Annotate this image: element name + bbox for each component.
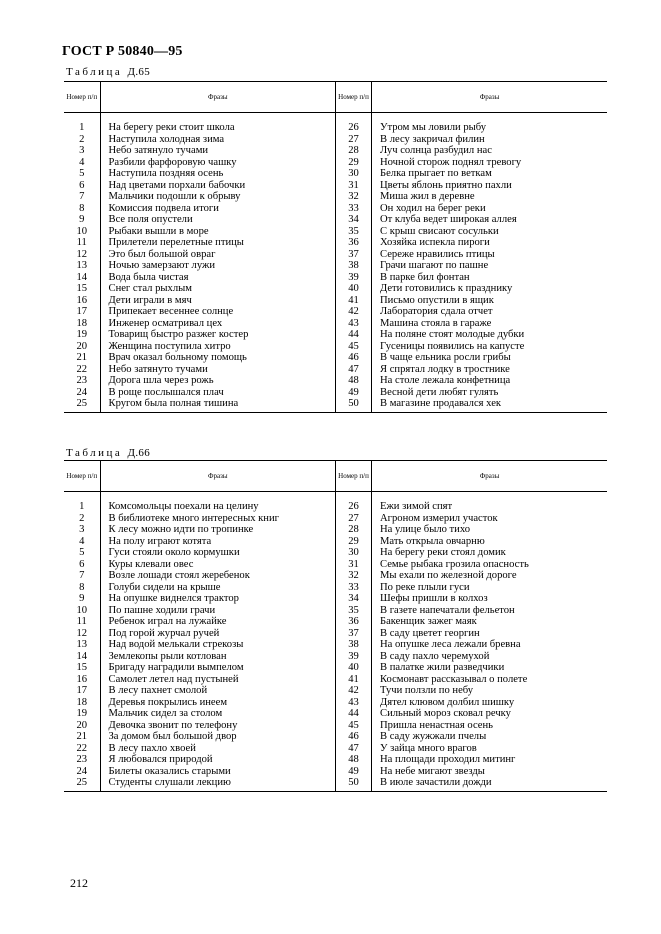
row-number: 20: [64, 720, 100, 732]
row-phrase: Билеты оказались старыми: [100, 766, 336, 778]
table-row: [64, 352, 607, 364]
row-phrase: В саду жужжали пчелы: [380, 731, 487, 742]
row-phrase: В библиотеке много интересных книг: [100, 513, 336, 525]
table-row: [64, 582, 607, 594]
row-phrase: Над цветами порхали бабочки: [100, 180, 336, 192]
row-phrase: Небо затянуто тучами: [100, 364, 336, 376]
row-phrase: Мальчики подошли к обрыву: [100, 191, 336, 203]
row-number: 1: [64, 501, 100, 513]
row-number: 24: [64, 387, 100, 399]
row-number: 4: [64, 157, 100, 169]
row-phrase: Голуби сидели на крыше: [100, 582, 336, 594]
row-number: 23: [64, 375, 100, 387]
row-number: 7: [64, 191, 100, 203]
header-number: Номер п/п: [336, 82, 372, 113]
table-row: [64, 743, 607, 755]
row-phrase: Комсомольцы поехали на целину: [100, 501, 336, 513]
table-row: [64, 203, 607, 215]
row-number: 41: [336, 674, 372, 686]
row-phrase: Дорога шла через рожь: [100, 375, 336, 387]
row-phrase: В лесу закричал филин: [380, 133, 485, 145]
row-phrase: Семье рыбака грозила опасность: [380, 558, 529, 570]
table-row: [64, 708, 607, 720]
row-phrase: Космонавт рассказывал о полете: [380, 673, 528, 685]
header-number: Номер п/п: [64, 461, 100, 492]
row-phrase: Самолет летел над пустыней: [100, 674, 336, 686]
table-row: [64, 306, 607, 318]
row-phrase: Врач оказал больному помощь: [100, 352, 336, 364]
row-number: 16: [64, 674, 100, 686]
row-phrase: Студенты слушали лекцию: [100, 777, 336, 789]
table-row: [64, 329, 607, 341]
row-phrase: Я любовался природой: [100, 754, 336, 766]
row-phrase: Утром мы ловили рыбу: [380, 122, 487, 133]
table-row: [64, 191, 607, 203]
row-phrase: По пашне ходили грачи: [100, 605, 336, 617]
row-number: 14: [64, 651, 100, 663]
row-phrase: На опушке леса лежали бревна: [380, 639, 521, 650]
caption-number: Д.65: [127, 66, 151, 78]
row-phrase: Под горой журчал ручей: [100, 628, 336, 640]
header-phrases: Фразы: [100, 82, 336, 113]
row-number: 45: [336, 720, 372, 732]
table-row: [64, 168, 607, 180]
row-number: 6: [64, 180, 100, 192]
row-phrase: На берегу реки стоял домик: [380, 547, 506, 558]
row-phrase: Луч солнца разбудил нас: [380, 145, 492, 156]
row-number: 29: [336, 157, 372, 169]
row-number: 47: [336, 743, 372, 755]
row-number: 4: [64, 536, 100, 548]
row-phrase: Бакенщик зажег маяк: [380, 616, 477, 627]
row-phrase: Бригаду наградили вымпелом: [100, 662, 336, 674]
table-header-row: [64, 82, 607, 113]
row-phrase: Мальчик сидел за столом: [100, 708, 336, 720]
row-phrase: Агроном измерил участок: [380, 512, 498, 524]
header-phrases: Фразы: [372, 461, 608, 492]
row-number: 9: [64, 214, 100, 226]
row-number: 38: [336, 260, 372, 272]
row-number: 50: [336, 398, 372, 410]
row-phrase: В лесу пахло хвоей: [100, 743, 336, 755]
row-number: 46: [336, 352, 372, 364]
row-phrase: Белка прыгает по веткам: [380, 168, 492, 179]
row-phrase: На небе мигают звезды: [380, 765, 485, 777]
row-phrase: Письмо опустили в ящик: [380, 294, 494, 306]
row-number: 2: [64, 134, 100, 146]
header-phrases: Фразы: [372, 82, 608, 113]
table-row: [64, 616, 607, 628]
row-number: 45: [336, 341, 372, 353]
row-number: 42: [336, 306, 372, 318]
table-row: [64, 180, 607, 192]
row-phrase: Дети играли в мяч: [100, 295, 336, 307]
header-number: Номер п/п: [336, 461, 372, 492]
row-number: 46: [336, 731, 372, 743]
row-phrase: Рыбаки вышли в море: [100, 226, 336, 238]
row-phrase: На площади проходил митинг: [380, 754, 516, 765]
row-phrase: В газете напечатали фельетон: [380, 604, 515, 616]
row-number: 35: [336, 226, 372, 238]
row-phrase: Гусеницы появились на капусте: [380, 340, 525, 352]
row-phrase: Девочка звонит по телефону: [100, 720, 336, 732]
row-number: 19: [64, 329, 100, 341]
row-number: 8: [64, 203, 100, 215]
table-row: [64, 283, 607, 295]
table-row: [64, 501, 607, 513]
row-number: 10: [64, 226, 100, 238]
row-number: 13: [64, 260, 100, 272]
table-row: [64, 398, 607, 410]
row-number: 48: [336, 754, 372, 766]
row-number: 37: [336, 249, 372, 261]
row-phrase: Наступила поздняя осень: [100, 168, 336, 180]
row-phrase: Инженер осматривал цех: [100, 318, 336, 330]
row-number: 37: [336, 628, 372, 640]
row-number: 40: [336, 283, 372, 295]
row-number: 11: [64, 616, 100, 628]
row-phrase: На поляне стоят молодые дубки: [380, 329, 525, 340]
table-caption-d66: [66, 447, 150, 459]
row-phrase: Машина стояла в гараже: [380, 317, 492, 329]
row-phrase: Шефы пришли в колхоз: [380, 593, 488, 604]
row-number: 12: [64, 628, 100, 640]
row-phrase: Весной дети любят гулять: [380, 386, 499, 398]
header-phrases: Фразы: [100, 461, 336, 492]
row-number: 19: [64, 708, 100, 720]
row-number: 38: [336, 639, 372, 651]
row-phrase: Сереже нравились птицы: [380, 248, 495, 260]
row-number: 22: [64, 364, 100, 376]
row-phrase: Дети готовились к празднику: [380, 283, 513, 294]
row-phrase: Деревья покрылись инеем: [100, 697, 336, 709]
row-number: 39: [336, 651, 372, 663]
row-phrase: Прилетели перелетные птицы: [100, 237, 336, 249]
table-row: [64, 341, 607, 353]
row-phrase: Наступила холодная зима: [100, 134, 336, 146]
row-number: 14: [64, 272, 100, 284]
row-phrase: Миша жил в деревне: [380, 191, 475, 202]
row-number: 20: [64, 341, 100, 353]
row-number: 3: [64, 524, 100, 536]
table-row: [64, 260, 607, 272]
row-number: 30: [336, 547, 372, 559]
row-number: 34: [336, 214, 372, 226]
row-phrase: У зайца много врагов: [380, 742, 477, 754]
row-number: 8: [64, 582, 100, 594]
row-phrase: В парке бил фонтан: [380, 271, 470, 283]
row-phrase: Вода была чистая: [100, 272, 336, 284]
row-number: 27: [336, 513, 372, 525]
row-phrase: Ночью замерзают лужи: [100, 260, 336, 272]
row-phrase: Комиссия подвела итоги: [100, 203, 336, 215]
table-row: [64, 754, 607, 766]
row-phrase: В палатке жили разведчики: [380, 662, 505, 673]
table-header-row: [64, 461, 607, 492]
table-row: [64, 559, 607, 571]
table-row: [64, 605, 607, 617]
row-phrase: Куры клевали овес: [100, 559, 336, 571]
row-phrase: Ночной сторож поднял тревогу: [380, 156, 522, 168]
row-number: 30: [336, 168, 372, 180]
table-row: [64, 593, 607, 605]
caption-word: Таблица: [66, 66, 123, 78]
row-phrase: В магазине продавался хек: [380, 398, 502, 409]
row-phrase: Тучи ползли по небу: [380, 685, 474, 696]
table-row: [64, 720, 607, 732]
row-phrase: В саду цветет георгин: [380, 627, 480, 639]
row-phrase: В саду пахло черемухой: [380, 650, 490, 662]
row-number: 31: [336, 180, 372, 192]
table-row: [64, 364, 607, 376]
table-row: [64, 662, 607, 674]
row-number: 43: [336, 318, 372, 330]
row-number: 35: [336, 605, 372, 617]
row-number: 36: [336, 616, 372, 628]
row-phrase: Снег стал рыхлым: [100, 283, 336, 295]
row-number: 32: [336, 191, 372, 203]
row-phrase: От клуба ведет широкая аллея: [380, 214, 517, 225]
table-row: [64, 639, 607, 651]
row-phrase: Он ходил на берег реки: [380, 202, 486, 214]
row-number: 2: [64, 513, 100, 525]
row-phrase: Грачи шагают по пашне: [380, 260, 489, 271]
table-row: [64, 226, 607, 238]
row-number: 6: [64, 559, 100, 571]
row-number: 49: [336, 387, 372, 399]
row-number: 50: [336, 777, 372, 789]
table-row: [64, 272, 607, 284]
row-phrase: Землекопы рыли котлован: [100, 651, 336, 663]
row-number: 7: [64, 570, 100, 582]
row-phrase: В лесу пахнет смолой: [100, 685, 336, 697]
table-row: [64, 547, 607, 559]
row-number: 26: [336, 122, 372, 134]
row-number: 9: [64, 593, 100, 605]
row-number: 43: [336, 697, 372, 709]
row-number: 10: [64, 605, 100, 617]
row-number: 28: [336, 524, 372, 536]
row-number: 44: [336, 329, 372, 341]
row-number: 17: [64, 685, 100, 697]
document-title: ГОСТ Р 50840—95: [62, 44, 183, 59]
row-phrase: Небо затянуло тучами: [100, 145, 336, 157]
row-phrase: Разбили фарфоровую чашку: [100, 157, 336, 169]
row-phrase: Гуси стояли около кормушки: [100, 547, 336, 559]
table-row: [64, 570, 607, 582]
caption-number: Д.66: [127, 447, 151, 459]
phrases-table-d65: [64, 81, 607, 413]
row-phrase: Все поля опустели: [100, 214, 336, 226]
caption-word: Таблица: [66, 447, 123, 459]
table-row: [64, 513, 607, 525]
row-number: 24: [64, 766, 100, 778]
table-row: [64, 237, 607, 249]
row-number: 16: [64, 295, 100, 307]
table-row: [64, 134, 607, 146]
row-phrase: Ребенок играл на лужайке: [100, 616, 336, 628]
table-row: [64, 731, 607, 743]
row-number: 36: [336, 237, 372, 249]
row-phrase: Мать открыла овчарню: [380, 535, 485, 547]
row-phrase: Лаборатория сдала отчет: [380, 306, 493, 317]
row-phrase: Цветы яблонь приятно пахли: [380, 179, 512, 191]
row-phrase: Сильный мороз сковал речку: [380, 708, 511, 719]
table-caption-d65: [66, 66, 150, 78]
table-row: [64, 375, 607, 387]
row-number: 3: [64, 145, 100, 157]
table-row: [64, 524, 607, 536]
row-phrase: Над водой мелькали стрекозы: [100, 639, 336, 651]
row-number: 23: [64, 754, 100, 766]
row-phrase: Хозяйка испекла пироги: [380, 237, 490, 248]
row-phrase: На столе лежала конфетница: [380, 375, 511, 386]
row-phrase: Кругом была полная тишина: [100, 398, 336, 410]
row-phrase: По реке плыли гуси: [380, 581, 470, 593]
row-number: 49: [336, 766, 372, 778]
row-number: 21: [64, 352, 100, 364]
row-number: 17: [64, 306, 100, 318]
table-row: [64, 651, 607, 663]
row-number: 42: [336, 685, 372, 697]
row-number: 40: [336, 662, 372, 674]
table-row: [64, 685, 607, 697]
row-number: 34: [336, 593, 372, 605]
row-number: 25: [64, 398, 100, 410]
table-row: [64, 387, 607, 399]
row-phrase: Возле лошади стоял жеребенок: [100, 570, 336, 582]
row-number: 1: [64, 122, 100, 134]
row-phrase: В роще послышался плач: [100, 387, 336, 399]
table-row: [64, 295, 607, 307]
row-phrase: На опушке виднелся трактор: [100, 593, 336, 605]
row-number: 13: [64, 639, 100, 651]
table-row: [64, 674, 607, 686]
row-number: 21: [64, 731, 100, 743]
row-phrase: С крыш свисают сосульки: [380, 225, 499, 237]
row-phrase: Мы ехали по железной дороге: [380, 570, 517, 581]
row-number: 22: [64, 743, 100, 755]
row-number: 18: [64, 697, 100, 709]
table-row: [64, 777, 607, 789]
row-number: 48: [336, 375, 372, 387]
row-number: 29: [336, 536, 372, 548]
row-phrase: За домом был большой двор: [100, 731, 336, 743]
row-phrase: В чаще ельника росли грибы: [380, 352, 511, 363]
row-number: 12: [64, 249, 100, 261]
row-number: 15: [64, 283, 100, 295]
table-row: [64, 536, 607, 548]
table-row: [64, 766, 607, 778]
row-number: 47: [336, 364, 372, 376]
row-number: 32: [336, 570, 372, 582]
row-number: 28: [336, 145, 372, 157]
row-number: 15: [64, 662, 100, 674]
row-number: 41: [336, 295, 372, 307]
row-phrase: Это был большой овраг: [100, 249, 336, 261]
row-phrase: Ежи зимой спят: [380, 501, 453, 512]
row-number: 18: [64, 318, 100, 330]
row-number: 33: [336, 203, 372, 215]
row-phrase: Припекает весеннее солнце: [100, 306, 336, 318]
row-number: 44: [336, 708, 372, 720]
table-row: [64, 214, 607, 226]
row-number: 27: [336, 134, 372, 146]
row-number: 11: [64, 237, 100, 249]
table-row: [64, 628, 607, 640]
table-row: [64, 145, 607, 157]
row-phrase: К лесу можно идти по тропинке: [100, 524, 336, 536]
phrases-table-d66: [64, 460, 607, 792]
row-number: 5: [64, 168, 100, 180]
page-number: 212: [70, 876, 88, 890]
row-phrase: Пришла ненастная осень: [380, 719, 493, 731]
table-row: [64, 697, 607, 709]
row-phrase: На полу играют котята: [100, 536, 336, 548]
row-number: 26: [336, 501, 372, 513]
row-phrase: Дятел клювом долбил шишку: [380, 696, 515, 708]
row-phrase: Я спрятал лодку в тростнике: [380, 363, 510, 375]
table-row: [64, 157, 607, 169]
row-number: 25: [64, 777, 100, 789]
row-number: 5: [64, 547, 100, 559]
row-phrase: Женщина поступила хитро: [100, 341, 336, 353]
table-row: [64, 249, 607, 261]
row-phrase: На берегу реки стоит школа: [100, 122, 336, 134]
header-number: Номер п/п: [64, 82, 100, 113]
row-phrase: В июле зачастили дожди: [380, 777, 492, 788]
row-number: 31: [336, 559, 372, 571]
row-phrase: Товарищ быстро разжег костер: [100, 329, 336, 341]
row-phrase: На улице было тихо: [380, 524, 471, 535]
table-row: [64, 122, 607, 134]
row-number: 33: [336, 582, 372, 594]
table-row: [64, 318, 607, 330]
row-number: 39: [336, 272, 372, 284]
